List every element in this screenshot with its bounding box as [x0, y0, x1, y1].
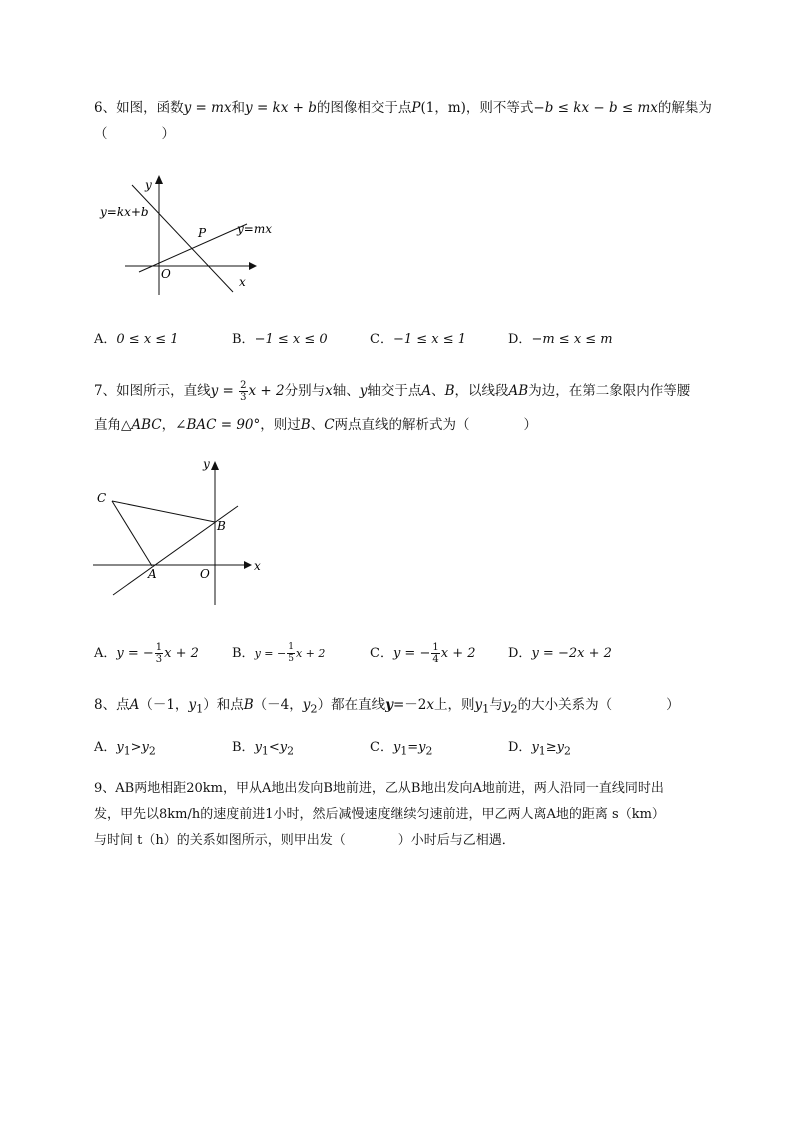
q6-x-label: x — [239, 275, 246, 289]
q6-y-arrow — [155, 175, 163, 184]
q8-option-d[interactable]: D．$y_1\ge y_2$ — [508, 740, 571, 758]
q7-option-b[interactable]: B．y = − $\frac{1}{5}$ x + 2 — [232, 642, 326, 664]
q6-formula-kxb: y = kx + b — [245, 100, 317, 116]
q6-option-c[interactable]: C．−1 ≤ x ≤ 1 — [370, 332, 467, 347]
q7-option-d[interactable]: D．y = −2x + 2 — [508, 646, 612, 661]
q6-option-b[interactable]: B．−1 ≤ x ≤ 0 — [232, 332, 328, 347]
q7-line-2: 直角△ABC，∠BAC = 90°，则过B、C两点直线的解析式为（ ） — [94, 417, 538, 433]
q8-option-a[interactable]: A．$y_1>y_2$ — [94, 740, 156, 758]
q7-origin-label: O — [200, 567, 210, 581]
q7-fraction: $\frac{2}{3}$ — [240, 380, 247, 403]
q7-option-c[interactable]: C．y = − $\frac{1}{4}$ x + 2 — [370, 642, 476, 665]
question-6 — [94, 95, 746, 147]
q6-option-a[interactable]: A．0 ≤ x ≤ 1 — [94, 332, 179, 347]
q6-line-1 — [94, 95, 746, 121]
q7-figure — [88, 452, 273, 612]
question-7 — [94, 374, 746, 442]
q8-line-1: 8、点A（－1，$y_1$）和点B（－4，$y_2$）都在直线y=－2x上，则$y_1$与$y_2$的大小关系为（ ） — [94, 697, 680, 716]
q9-line-2: 发，甲先以8km/h的速度前进1小时，然后减慢速度继续匀速前进，甲乙两人离A地的距离 s（km） — [94, 807, 665, 822]
q6-p-label: P — [198, 226, 207, 240]
q6-answer-paren: （ ） — [94, 126, 175, 142]
q9-line-1: 9、AB两地相距20km，甲从A地出发向B地前进，乙从B地出发向A地前进，两人沿同一直线同时出 — [94, 781, 664, 796]
q7-option-a[interactable]: A．y = − $\frac{1}{3}$ x + 2 — [94, 642, 199, 665]
q6-option-d[interactable]: D．−m ≤ x ≤ m — [508, 332, 613, 347]
q6-text: 6、如图，函数 — [94, 100, 184, 116]
q6-inequality: −b ≤ kx − b ≤ mx — [533, 100, 658, 116]
question-8 — [94, 692, 746, 723]
q6-y-label: y — [145, 178, 152, 192]
q8-option-c[interactable]: C．$y_1=y_2$ — [370, 740, 433, 758]
q7-c-label: C — [97, 491, 107, 505]
q6-options — [94, 328, 754, 352]
q7-side-ca — [112, 501, 152, 566]
q8-options — [94, 736, 754, 760]
q7-y-label: y — [203, 457, 210, 471]
q6-text: 和 — [231, 100, 246, 116]
q6-text: 的解集为 — [657, 100, 712, 116]
q6-figure — [95, 170, 280, 295]
q7-a-label: A — [148, 567, 157, 581]
q6-line2-label: y=mx — [237, 222, 272, 236]
q7-x-arrow — [244, 561, 252, 569]
q6-line1-label: y=kx+b — [100, 205, 149, 219]
q7-side-cb — [112, 501, 215, 522]
q7-options — [94, 642, 754, 672]
q9-line-3: 与时间 t（h）的关系如图所示，则甲出发（ ）小时后与乙相遇． — [94, 833, 515, 848]
q6-line-mx — [139, 224, 247, 272]
q6-point-p: P — [411, 100, 421, 116]
q6-text: ，则不等式 — [465, 100, 534, 116]
q6-formula-mx: y = mx — [183, 100, 232, 116]
q6-coord: (1，m) — [420, 100, 466, 116]
q7-y-arrow — [211, 461, 219, 470]
q7-x-label: x — [254, 559, 261, 573]
q6-text: 的图像相交于点 — [316, 100, 412, 116]
q7-b-label: B — [217, 519, 226, 533]
q7-line-1: 7、如图所示，直线y = $\frac{2}{3}$ x + 2分别与x轴、y轴交于点A、B，以线段AB为边，在第二象限内作等腰 — [94, 380, 691, 403]
q8-option-b[interactable]: B．$y_1<y_2$ — [232, 740, 294, 758]
q6-line-kxb — [132, 185, 233, 292]
question-9 — [94, 776, 754, 854]
q6-origin-label: O — [161, 267, 171, 281]
q6-x-arrow — [249, 262, 257, 270]
